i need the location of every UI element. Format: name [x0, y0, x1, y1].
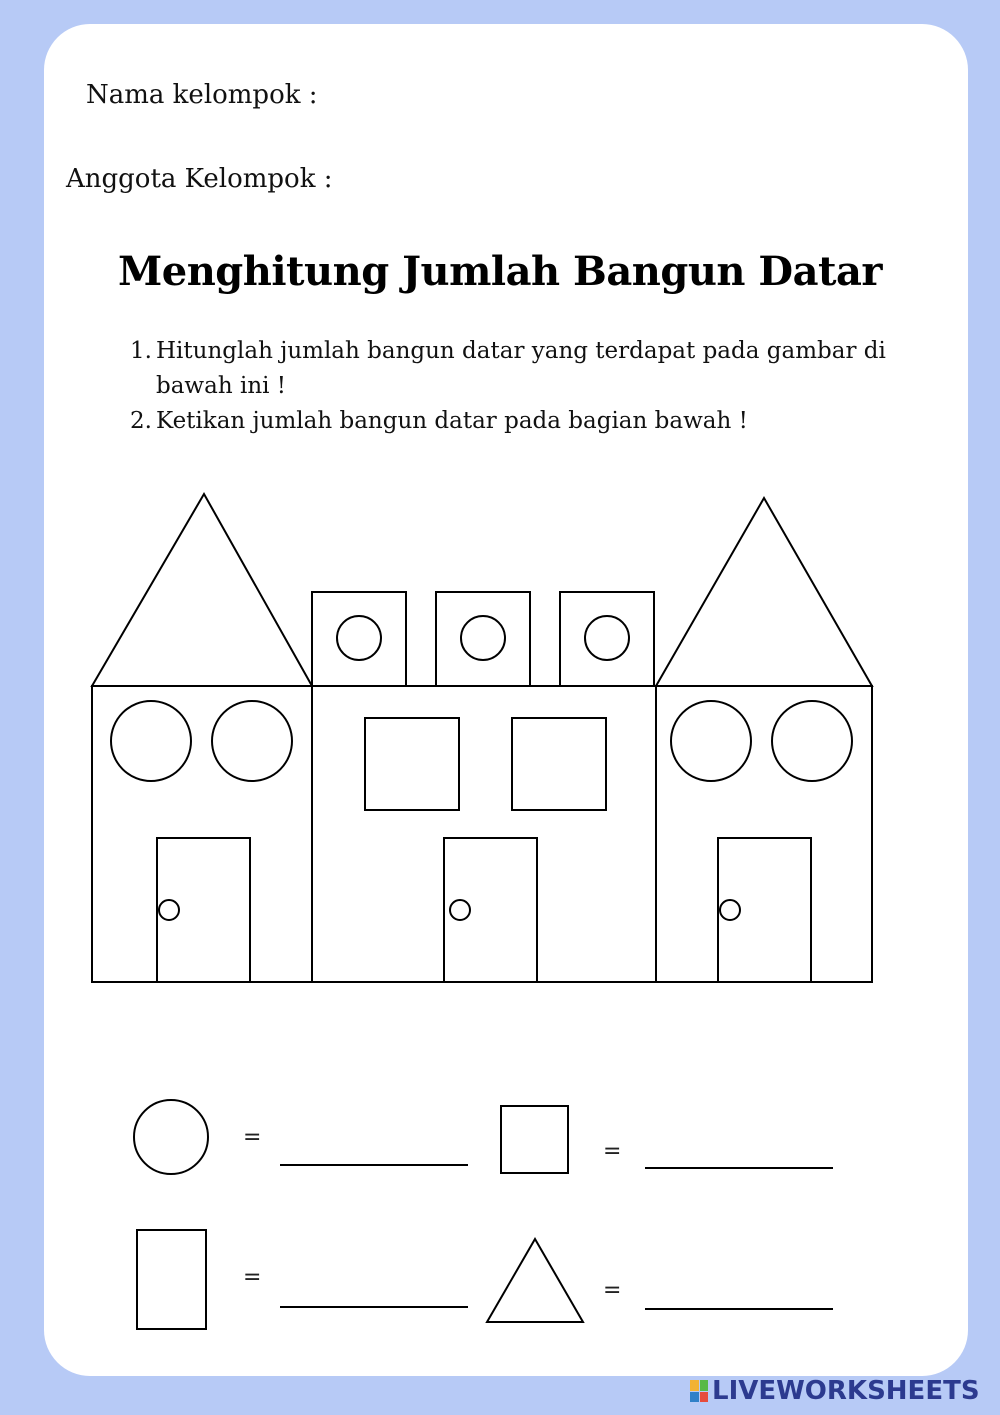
square-answer-blank[interactable] — [645, 1167, 833, 1169]
right-roof-triangle — [656, 498, 872, 686]
middle-door — [444, 838, 537, 982]
right-door — [718, 838, 811, 982]
middle-door-knob — [450, 900, 470, 920]
instruction-number: 2. — [130, 408, 152, 434]
answer-circle-shape — [134, 1100, 208, 1174]
middle-top-square — [436, 592, 530, 686]
logo-cell — [700, 1380, 709, 1391]
circle-answer-blank[interactable] — [280, 1164, 468, 1166]
middle-top-circle — [461, 616, 505, 660]
triangle-equals: = — [603, 1278, 622, 1303]
middle-window-square — [512, 718, 606, 810]
rectangle-answer-blank[interactable] — [280, 1306, 468, 1308]
middle-top-square — [312, 592, 406, 686]
rectangle-equals: = — [243, 1265, 262, 1290]
answer-square-shape — [501, 1106, 568, 1173]
left-roof-triangle — [92, 494, 312, 686]
left-door-knob — [159, 900, 179, 920]
right-window-circle — [772, 701, 852, 781]
logo-cell — [690, 1380, 699, 1391]
middle-house-body — [312, 686, 656, 982]
answer-triangle-shape — [487, 1239, 583, 1322]
left-window-circle — [212, 701, 292, 781]
instruction-text: Ketikan jumlah bangun datar pada bagian bawah ! — [156, 408, 748, 434]
middle-top-square — [560, 592, 654, 686]
logo-cell — [690, 1392, 699, 1403]
liveworksheets-watermark — [690, 1376, 980, 1406]
left-house-body — [92, 686, 312, 982]
watermark-text: LIVEWORKSHEETS — [712, 1376, 980, 1406]
circle-equals: = — [243, 1125, 262, 1150]
answer-rectangle-shape — [137, 1230, 206, 1329]
group-members-label: Anggota Kelompok : — [66, 164, 333, 194]
right-house-body — [656, 686, 872, 982]
right-window-circle — [671, 701, 751, 781]
instruction-number: 1. — [130, 338, 152, 364]
square-equals: = — [603, 1139, 622, 1164]
middle-window-square — [365, 718, 459, 810]
middle-top-circle — [337, 616, 381, 660]
page-title: Menghitung Jumlah Bangun Datar — [118, 248, 882, 295]
triangle-answer-blank[interactable] — [645, 1308, 833, 1310]
logo-cell — [700, 1392, 709, 1403]
left-window-circle — [111, 701, 191, 781]
right-door-knob — [720, 900, 740, 920]
group-name-label: Nama kelompok : — [86, 80, 318, 110]
instruction-text: Hitunglah jumlah bangun datar yang terdapat pada gambar di bawah ini ! — [156, 338, 886, 399]
left-door — [157, 838, 250, 982]
liveworksheets-logo-icon — [690, 1380, 708, 1402]
middle-top-circle — [585, 616, 629, 660]
